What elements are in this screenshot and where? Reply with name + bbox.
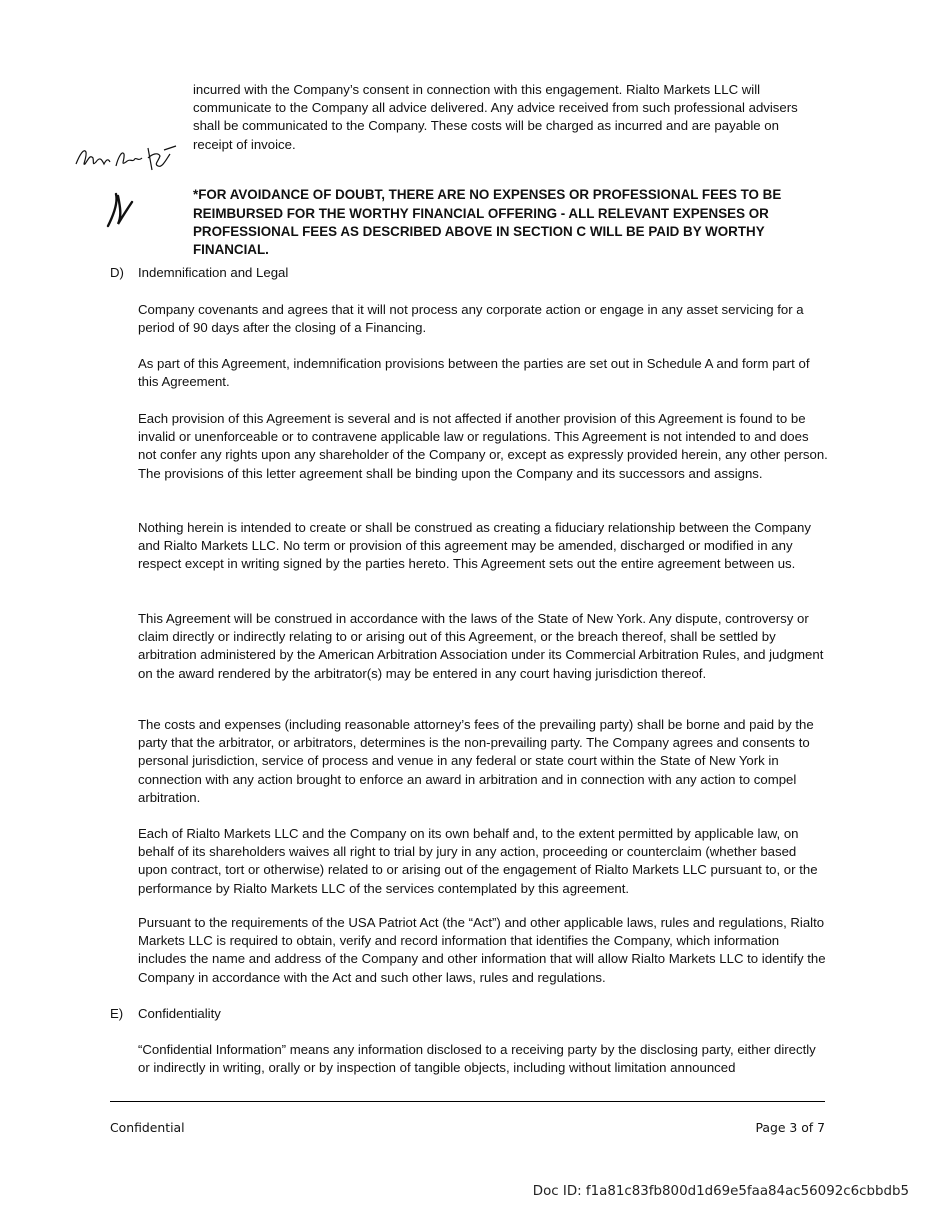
document-id: Doc ID: f1a81c83fb800d1d69e5faa84ac56092c6cbbdb5 bbox=[532, 1184, 909, 1199]
footer-confidential-label: Confidential bbox=[110, 1120, 185, 1135]
section-d-letter: D) bbox=[110, 265, 124, 280]
section-d-paragraph-7: Each of Rialto Markets LLC and the Company on its own behalf and, to the extent permitted by applicable law, on behalf of its shareholders waives all right to trial by jury in any action, proceeding or counterclaim (whether based upon contract, tort or otherwise) related to or arising out of the engagement of Rialto Markets LLC pursuant to, or the performance by Rialto Markets LLC of the services contemplated by this agreement. bbox=[138, 826, 818, 896]
section-d-paragraph-3: Each provision of this Agreement is several and is not affected if another provision of this Agreement is found to be invalid or unenforceable or to contravene applicable law or regulations. This Agreement is not intended to and does not confer any rights upon any shareholder of the Company or, except as expressly provided herein, any other person. The provisions of this letter agreement shall be binding upon the Company and its successors and assigns. bbox=[138, 411, 828, 481]
section-d-paragraph-5: This Agreement will be construed in accordance with the laws of the State of New York. Any dispute, controversy or claim directly or indirectly relating to or arising out of this Agreement, or the breach thereof, shall be settled by arbitration administered by the American Arbitration Association under its Commercial Arbitration Rules, and judgment on the award rendered by the arbitrator(s) may be entered in any court having jurisdiction thereof. bbox=[138, 611, 824, 681]
section-d-paragraph-4: Nothing herein is intended to create or shall be construed as creating a fiduciary relationship between the Company and Rialto Markets LLC. No term or provision of this agreement may be amended, discharged or modified in any respect except in writing signed by the parties hereto. This Agreement sets out the entire agreement between us. bbox=[138, 520, 811, 572]
section-d-paragraph-6: The costs and expenses (including reasonable attorney’s fees of the prevailing party) shall be borne and paid by the party that the arbitrator, or arbitrators, determines is the non-prevailing party. The Company agrees and consents to personal jurisdiction, service of process and venue in any federal or state court within the State of New York in connection with any action brought to enforce an award in arbitration and in connection with any action to compel arbitration. bbox=[138, 717, 814, 805]
section-d-paragraph-8: Pursuant to the requirements of the USA Patriot Act (the “Act”) and other applicable laws, rules and regulations, Rialto Markets LLC is required to obtain, verify and record information that identifies the Company, which information includes the name and address of the Company and other information that will allow Rialto Markets LLC to identify the Company in accordance with the Act and such other laws, rules and regulations. bbox=[138, 915, 826, 985]
avoidance-of-doubt-notice: *FOR AVOIDANCE OF DOUBT, THERE ARE NO EXPENSES OR PROFESSIONAL FEES TO BE REIMBURSED FOR THE WORTHY FINANCIAL OFFERING - ALL RELEVANT EXPENSES OR PROFESSIONAL FEES AS DESCRIBED ABOVE IN SECTION C WILL BE PAID BY WORTHY FINANCIAL. bbox=[193, 187, 782, 257]
section-e-title: Confidentiality bbox=[138, 1006, 221, 1021]
footer-divider bbox=[110, 1101, 825, 1102]
section-e-letter: E) bbox=[110, 1006, 124, 1021]
section-d-paragraph-2: As part of this Agreement, indemnification provisions between the parties are set out in Schedule A and form part of this Agreement. bbox=[138, 356, 810, 390]
footer-page-number: Page 3 of 7 bbox=[755, 1120, 825, 1135]
initials-signature-2 bbox=[104, 192, 136, 230]
section-e-paragraph-1: “Confidential Information” means any information disclosed to a receiving party by the disclosing party, either directly or indirectly in writing, orally or by inspection of tangible objects, including without limitation announced bbox=[138, 1042, 816, 1076]
initials-signature-1 bbox=[72, 140, 180, 178]
section-d-paragraph-1: Company covenants and agrees that it will not process any corporate action or engage in any asset servicing for a period of 90 days after the closing of a Financing. bbox=[138, 302, 804, 336]
continuation-paragraph: incurred with the Company’s consent in connection with this engagement. Rialto Markets LLC will communicate to the Company all advice delivered. Any advice received from such professional advisers shall be communicated to the Company. These costs will be charged as incurred and are payable on receipt of invoice. bbox=[193, 82, 798, 152]
section-d-title: Indemnification and Legal bbox=[138, 265, 289, 280]
